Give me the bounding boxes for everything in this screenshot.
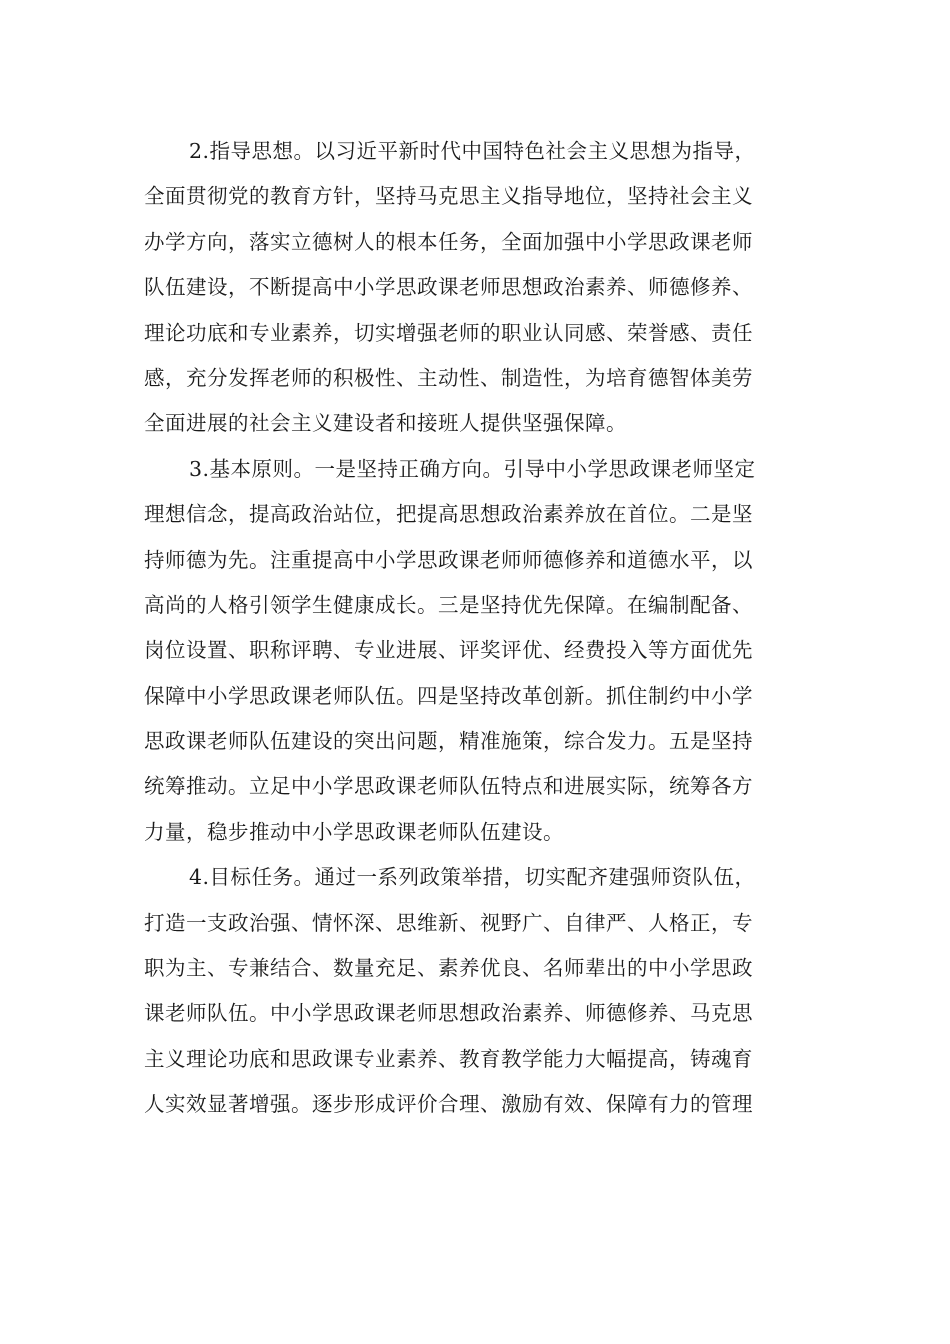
text-line: 感，充分发挥老师的积极性、主动性、制造性，为培育德智体美劳: [144, 365, 753, 390]
text-line: 保障中小学思政课老师队伍。四是坚持改革创新。抓住制约中小学: [144, 683, 753, 708]
text-line: 高尚的人格引领学生健康成长。三是坚持优先保障。在编制配备、: [144, 592, 753, 617]
text-line: 课老师队伍。中小学思政课老师思想政治素养、师德修养、马克思: [144, 1001, 753, 1026]
text-line: 思政课老师队伍建设的突出问题，精准施策，综合发力。五是坚持: [144, 729, 753, 754]
paragraph: [144, 129, 806, 447]
text-line: 3.基本原则。一是坚持正确方向。引导中小学思政课老师坚定: [189, 456, 756, 481]
text-line: 主义理论功底和思政课专业素养、教育教学能力大幅提高，铸魂育: [144, 1046, 753, 1071]
text-line: 统筹推动。立足中小学思政课老师队伍特点和进展实际，统筹各方: [144, 774, 753, 799]
text-line: 职为主、专兼结合、数量充足、素养优良、名师辈出的中小学思政: [144, 956, 753, 981]
paragraph: [144, 855, 806, 1127]
paragraph: [144, 447, 806, 856]
text-line: 办学方向，落实立德树人的根本任务，全面加强中小学思政课老师: [144, 229, 753, 254]
text-line: 全面贯彻党的教育方针，坚持马克思主义指导地位，坚持社会主义: [144, 184, 753, 209]
text-line: 理想信念，提高政治站位，把提高思想政治素养放在首位。二是坚: [144, 502, 753, 527]
text-line: 2.指导思想。以习近平新时代中国特色社会主义思想为指导，: [189, 139, 756, 163]
text-line: 岗位设置、职称评聘、专业进展、评奖评优、经费投入等方面优先: [144, 638, 753, 663]
text-line: 4.目标任务。通过一系列政策举措，切实配齐建强师资队伍，: [189, 865, 756, 890]
text-line: 持师德为先。注重提高中小学思政课老师师德修养和道德水平，以: [144, 547, 753, 572]
text-line: 人实效显著增强。逐步形成评价合理、激励有效、保障有力的管理: [144, 1092, 753, 1117]
text-line: 打造一支政治强、情怀深、思维新、视野广、自律严、人格正，专: [144, 910, 753, 935]
text-line: 力量，稳步推动中小学思政课老师队伍建设。: [144, 819, 564, 844]
document-body: [144, 129, 806, 1128]
text-line: 理论功底和专业素养，切实增强老师的职业认同感、荣誉感、责任: [144, 320, 753, 345]
text-line: 队伍建设，不断提高中小学思政课老师思想政治素养、师德修养、: [144, 275, 753, 300]
text-line: 全面进展的社会主义建设者和接班人提供坚强保障。: [144, 411, 627, 436]
